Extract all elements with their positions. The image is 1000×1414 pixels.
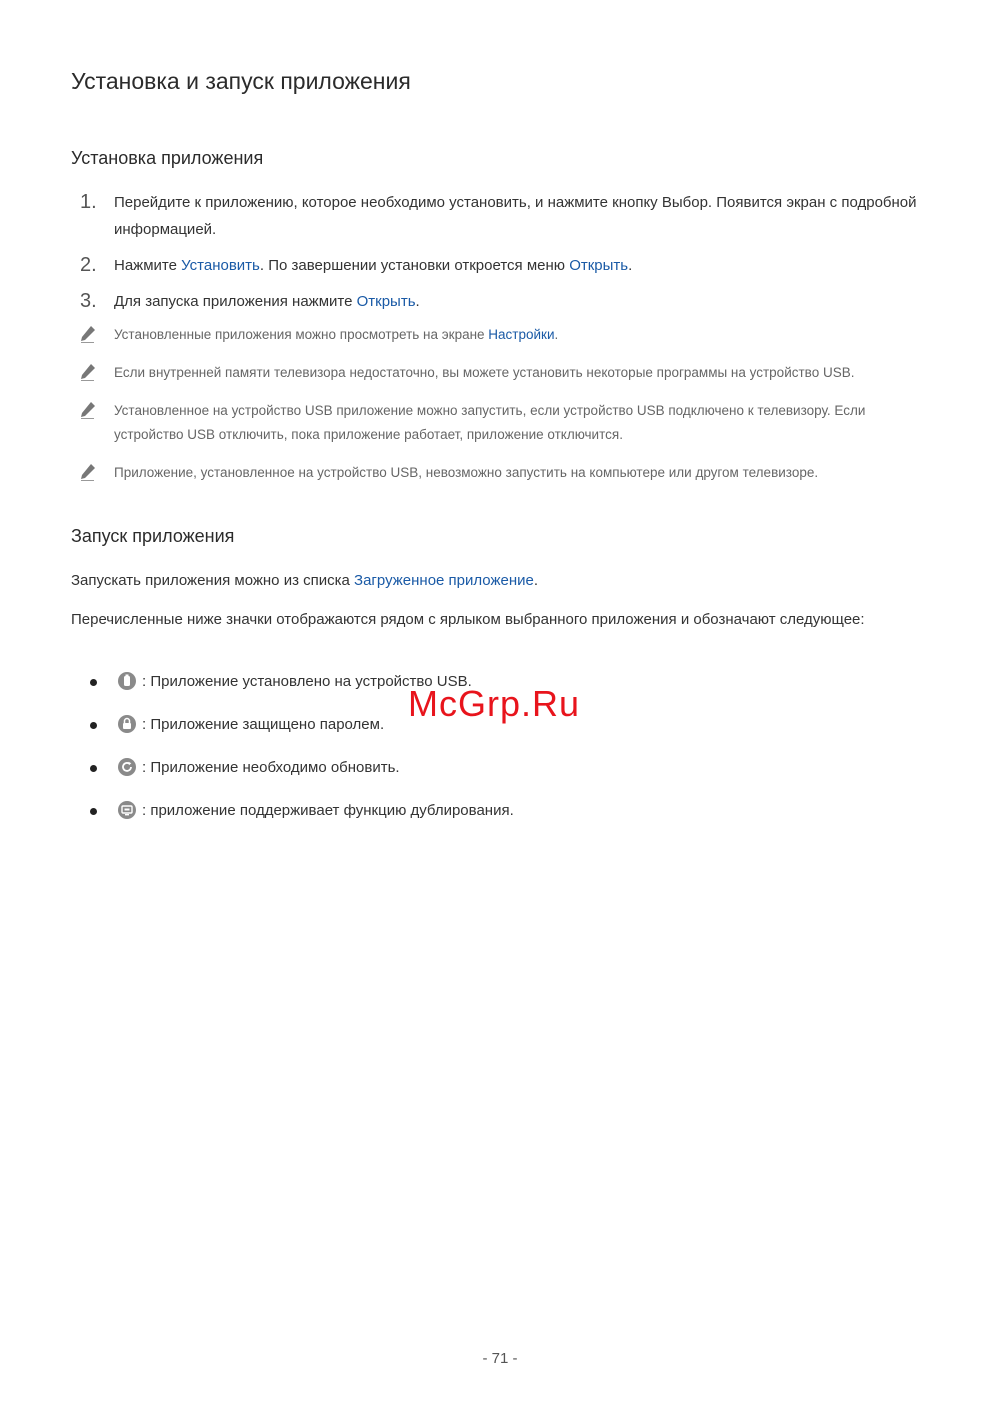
pencil-icon	[80, 325, 96, 343]
settings-link[interactable]: Настройки	[488, 327, 555, 342]
step-text: Для запуска приложения нажмите	[114, 293, 357, 310]
note-text: Установленные приложения можно просмотреть на экране	[114, 327, 489, 342]
step-text: Перейдите к приложению, которое необходимо установить, и нажмите кнопку Выбор. Появится экран с подробной информацией.	[114, 194, 917, 238]
bullet-dot	[90, 679, 97, 686]
step-number: 1.	[80, 191, 97, 213]
list-item	[90, 714, 384, 736]
pencil-icon	[80, 363, 96, 381]
section-heading-launch: Запуск приложения	[71, 526, 235, 546]
note-text: Установленное на устройство USB приложение можно запустить, если устройство USB подключено к телевизору. Если устройство USB отключить, пока приложение работает, приложение отключится.	[114, 403, 866, 442]
note-2	[80, 361, 930, 385]
open-link[interactable]: Открыть	[356, 293, 416, 310]
list-item-text: : приложение поддерживает функцию дублирования.	[142, 802, 514, 819]
mirroring-icon	[118, 801, 136, 819]
bullet-dot	[90, 765, 97, 772]
watermark: McGrp.Ru	[408, 683, 581, 724]
usb-icon	[118, 672, 136, 690]
pencil-icon	[80, 463, 96, 481]
step-text: . По завершении установки откроется меню	[259, 257, 570, 274]
step-number: 3.	[80, 290, 97, 312]
page-title: Установка и запуск приложения	[71, 68, 411, 94]
section-heading-install: Установка приложения	[71, 148, 264, 168]
pencil-icon	[80, 401, 96, 419]
list-item	[90, 757, 400, 779]
bullet-dot	[90, 808, 97, 815]
launch-paragraph-1: Запускать приложения можно из списка Загруженное приложение.	[71, 572, 539, 589]
step-number: 2.	[80, 254, 97, 276]
step-text: Нажмите	[114, 257, 182, 274]
step-2: 2. Нажмите Установить. По завершении установки откроется меню Открыть.	[80, 252, 930, 279]
open-link[interactable]: Открыть	[569, 257, 629, 274]
list-item-text: : Приложение установлено на устройство USB.	[142, 673, 472, 690]
launch-paragraph-2: Перечисленные ниже значки отображаются рядом с ярлыком выбранного приложения и обозначают следующее:	[71, 611, 865, 628]
lock-icon	[118, 715, 136, 733]
install-link[interactable]: Установить	[181, 257, 260, 274]
list-item-text: : Приложение необходимо обновить.	[142, 759, 400, 776]
list-item	[90, 800, 514, 822]
page-number: - 71 -	[482, 1350, 518, 1367]
note-1: Установленные приложения можно просмотреть на экране Настройки.	[80, 323, 930, 347]
bullet-dot	[90, 722, 97, 729]
list-item-text: : Приложение защищено паролем.	[142, 716, 385, 733]
note-text: Приложение, установленное на устройство USB, невозможно запустить на компьютере или другом телевизоре.	[114, 465, 819, 480]
step-1	[80, 189, 930, 243]
update-icon	[118, 758, 136, 776]
note-4	[80, 461, 930, 485]
note-text: Если внутренней памяти телевизора недостаточно, вы можете установить некоторые программы на устройство USB.	[114, 365, 855, 380]
note-3	[80, 399, 930, 447]
step-3: 3. Для запуска приложения нажмите Открыть.	[80, 288, 930, 315]
downloaded-apps-link[interactable]: Загруженное приложение	[354, 572, 534, 589]
